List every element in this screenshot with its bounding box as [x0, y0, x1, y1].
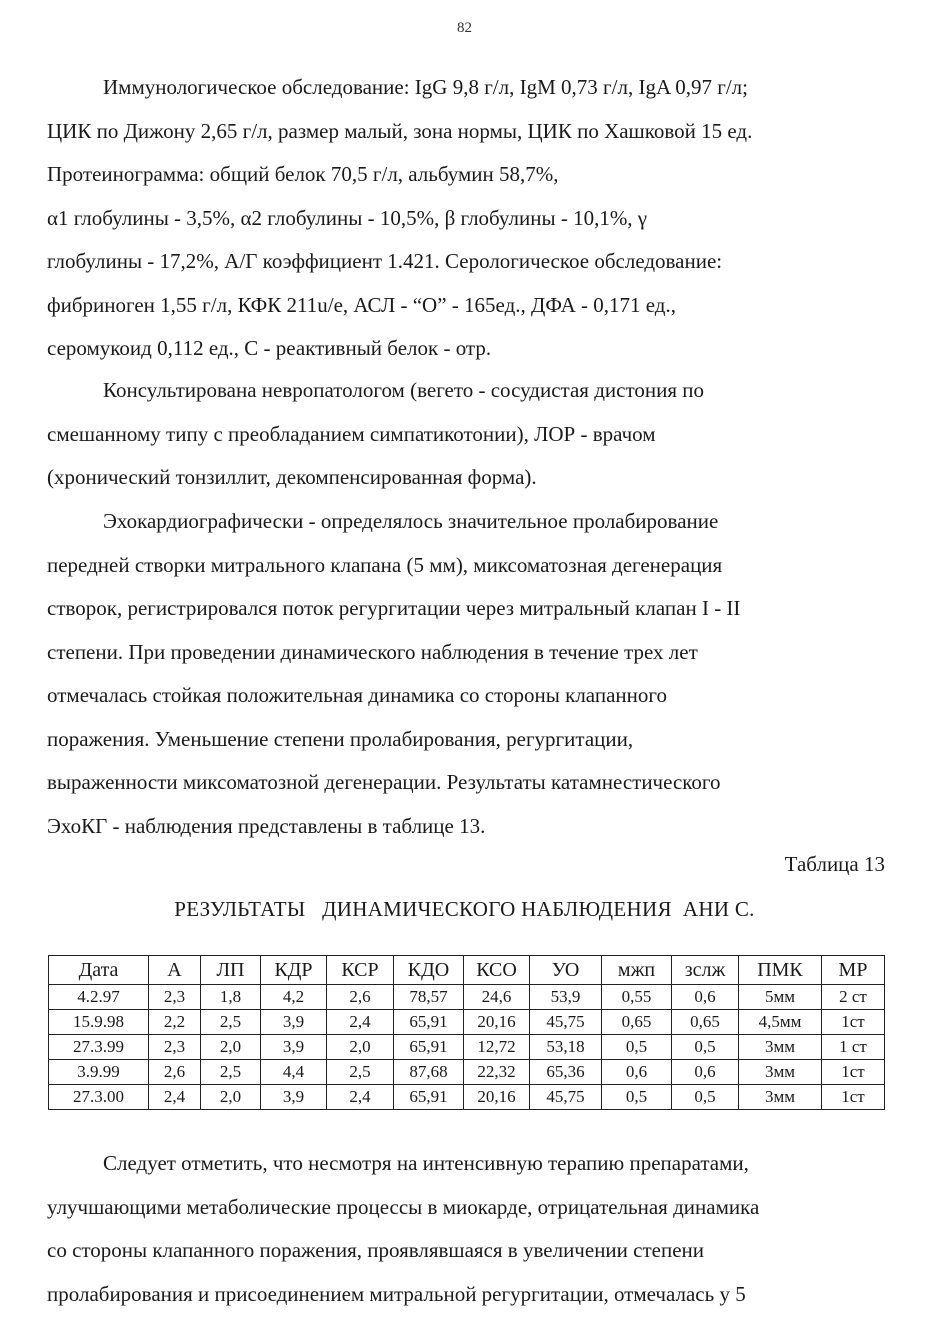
table-cell: 1 ст — [822, 1035, 885, 1060]
paragraph-immunology — [47, 66, 887, 371]
table-cell: 4.2.97 — [49, 985, 149, 1010]
table-cell: 22,32 — [464, 1060, 530, 1085]
header-cell: КДР — [261, 956, 327, 985]
table-cell: 0,65 — [672, 1010, 739, 1035]
header-cell: УО — [530, 956, 602, 985]
table-cell: 2,4 — [327, 1010, 394, 1035]
text-line: серомукоид 0,112 ед., С - реактивный белок - отр. — [47, 336, 492, 360]
header-cell: мжп — [602, 956, 672, 985]
table-cell: 0,6 — [602, 1060, 672, 1085]
table-cell: 12,72 — [464, 1035, 530, 1060]
table-cell: 0,5 — [602, 1035, 672, 1060]
table-label: Таблица 13 — [784, 852, 885, 876]
header-cell: КДО — [394, 956, 464, 985]
header-cell: КСО — [464, 956, 530, 985]
table-row — [49, 1085, 885, 1110]
table-cell: 20,16 — [464, 1010, 530, 1035]
table-cell: 2,0 — [201, 1035, 261, 1060]
table-cell: 0,6 — [672, 985, 739, 1010]
table-cell: 0,5 — [602, 1085, 672, 1110]
table-cell: 4,2 — [261, 985, 327, 1010]
table-cell: 45,75 — [530, 1010, 602, 1035]
table-cell: 2,0 — [201, 1085, 261, 1110]
text-line: Протеинограмма: общий белок 70,5 г/л, альбумин 58,7%, — [47, 162, 559, 186]
table-cell: 0,5 — [672, 1035, 739, 1060]
table-cell: 78,57 — [394, 985, 464, 1010]
text-line: ЭхоКГ - наблюдения представлены в таблице 13. — [47, 813, 486, 838]
table-cell: 1ст — [822, 1010, 885, 1035]
text-line: глобулины - 17,2%, А/Г коэффициент 1.421. Серологическое обследование: — [47, 249, 723, 273]
table-cell: 2,5 — [327, 1060, 394, 1085]
table-cell: 2,6 — [149, 1060, 201, 1085]
table-cell: 2,3 — [149, 1035, 201, 1060]
paragraph-consultation — [47, 369, 887, 500]
table-cell: 2,5 — [201, 1060, 261, 1085]
table-cell: 3мм — [739, 1060, 822, 1085]
text-line: (хронический тонзиллит, декомпенсированная форма). — [47, 465, 537, 489]
table-cell: 2,0 — [327, 1035, 394, 1060]
table-cell: 2,3 — [149, 985, 201, 1010]
text-line: передней створки митрального клапана (5 мм), миксоматозная дегенерация — [47, 552, 723, 577]
table-row — [49, 1035, 885, 1060]
table-cell: 0,65 — [602, 1010, 672, 1035]
table-cell: 4,5мм — [739, 1010, 822, 1035]
text-line: Эхокардиографически - определялось значительное пролабирование — [103, 509, 719, 533]
table-cell: 0,5 — [672, 1085, 739, 1110]
text-line: степени. При проведении динамического наблюдения в течение трех лет — [47, 639, 698, 664]
table-cell: 2 ст — [822, 985, 885, 1010]
text-line: Следует отметить, что несмотря на интенсивную терапию препаратами, — [103, 1151, 749, 1175]
table-row — [49, 985, 885, 1010]
text-line: α1 глобулины - 3,5%, α2 глобулины - 10,5%, β глобулины - 10,1%, γ — [47, 205, 648, 230]
table-title: РЕЗУЛЬТАТЫ ДИНАМИЧЕСКОГО НАБЛЮДЕНИЯ АНИ С. — [174, 897, 755, 921]
page-number: 82 — [457, 20, 472, 36]
table-cell: 3мм — [739, 1085, 822, 1110]
paragraph-echocardiography — [47, 500, 887, 848]
table-cell: 3мм — [739, 1035, 822, 1060]
table-row — [49, 1010, 885, 1035]
table-cell: 53,9 — [530, 985, 602, 1010]
table-cell: 3.9.99 — [49, 1060, 149, 1085]
table-cell: 0,6 — [672, 1060, 739, 1085]
table-cell: 53,18 — [530, 1035, 602, 1060]
table-cell: 3,9 — [261, 1010, 327, 1035]
table-cell: 3,9 — [261, 1035, 327, 1060]
header-cell: ПМК — [739, 956, 822, 985]
table-cell: 5мм — [739, 985, 822, 1010]
header-cell: А — [149, 956, 201, 985]
text-line: выраженности миксоматозной дегенерации. Результаты катамнестического — [47, 770, 721, 794]
table-cell: 27.3.99 — [49, 1035, 149, 1060]
paragraph-conclusion — [47, 1142, 887, 1316]
text-line: ЦИК по Дижону 2,65 г/л, размер малый, зона нормы, ЦИК по Хашковой 15 ед. — [47, 118, 753, 143]
text-line: Иммунологическое обследование: IgG 9,8 г/л, IgM 0,73 г/л, IgA 0,97 г/л; — [103, 75, 748, 99]
table-cell: 2,2 — [149, 1010, 201, 1035]
table-cell: 45,75 — [530, 1085, 602, 1110]
table-header-row — [49, 956, 885, 985]
table-cell: 4,4 — [261, 1060, 327, 1085]
table-cell: 1ст — [822, 1060, 885, 1085]
table-cell: 1ст — [822, 1085, 885, 1110]
text-line: пролабирования и присоединением митральной регургитации, отмечалась у 5 — [47, 1281, 746, 1306]
text-line: фибриноген 1,55 г/л, КФК 211u/e, АСЛ - “О” - 165ед., ДФА - 0,171 ед., — [47, 292, 676, 317]
table-cell: 65,91 — [394, 1085, 464, 1110]
table-cell: 27.3.00 — [49, 1085, 149, 1110]
table-cell: 0,55 — [602, 985, 672, 1010]
table-row — [49, 1060, 885, 1085]
table-cell: 1,8 — [201, 985, 261, 1010]
table-cell: 2,4 — [327, 1085, 394, 1110]
text-line: Консультирована невропатологом (вегето - сосудистая дистония по — [103, 378, 704, 402]
text-line: поражения. Уменьшение степени пролабирования, регургитации, — [47, 726, 634, 751]
table-cell: 65,36 — [530, 1060, 602, 1085]
text-line: со стороны клапанного поражения, проявлявшаяся в увеличении степени — [47, 1238, 705, 1262]
table-cell: 2,4 — [149, 1085, 201, 1110]
header-cell: Дата — [49, 956, 149, 985]
results-table — [48, 955, 885, 1110]
table-cell: 20,16 — [464, 1085, 530, 1110]
header-cell: зслж — [672, 956, 739, 985]
text-line: улучшающими метаболические процессы в миокарде, отрицательная динамика — [47, 1194, 760, 1219]
table-cell: 24,6 — [464, 985, 530, 1010]
text-line: отмечалась стойкая положительная динамика со стороны клапанного — [47, 683, 667, 707]
table-cell: 2,6 — [327, 985, 394, 1010]
header-cell: ЛП — [201, 956, 261, 985]
text-line: створок, регистрировался поток регургитации через митральный клапан I - II — [47, 596, 741, 620]
header-cell: МР — [822, 956, 885, 985]
table-cell: 3,9 — [261, 1085, 327, 1110]
table-cell: 15.9.98 — [49, 1010, 149, 1035]
table-cell: 87,68 — [394, 1060, 464, 1085]
table-cell: 65,91 — [394, 1035, 464, 1060]
text-line: смешанному типу с преобладанием симпатикотонии), ЛОР - врачом — [47, 421, 656, 446]
table-cell: 65,91 — [394, 1010, 464, 1035]
header-cell: КСР — [327, 956, 394, 985]
table-cell: 2,5 — [201, 1010, 261, 1035]
